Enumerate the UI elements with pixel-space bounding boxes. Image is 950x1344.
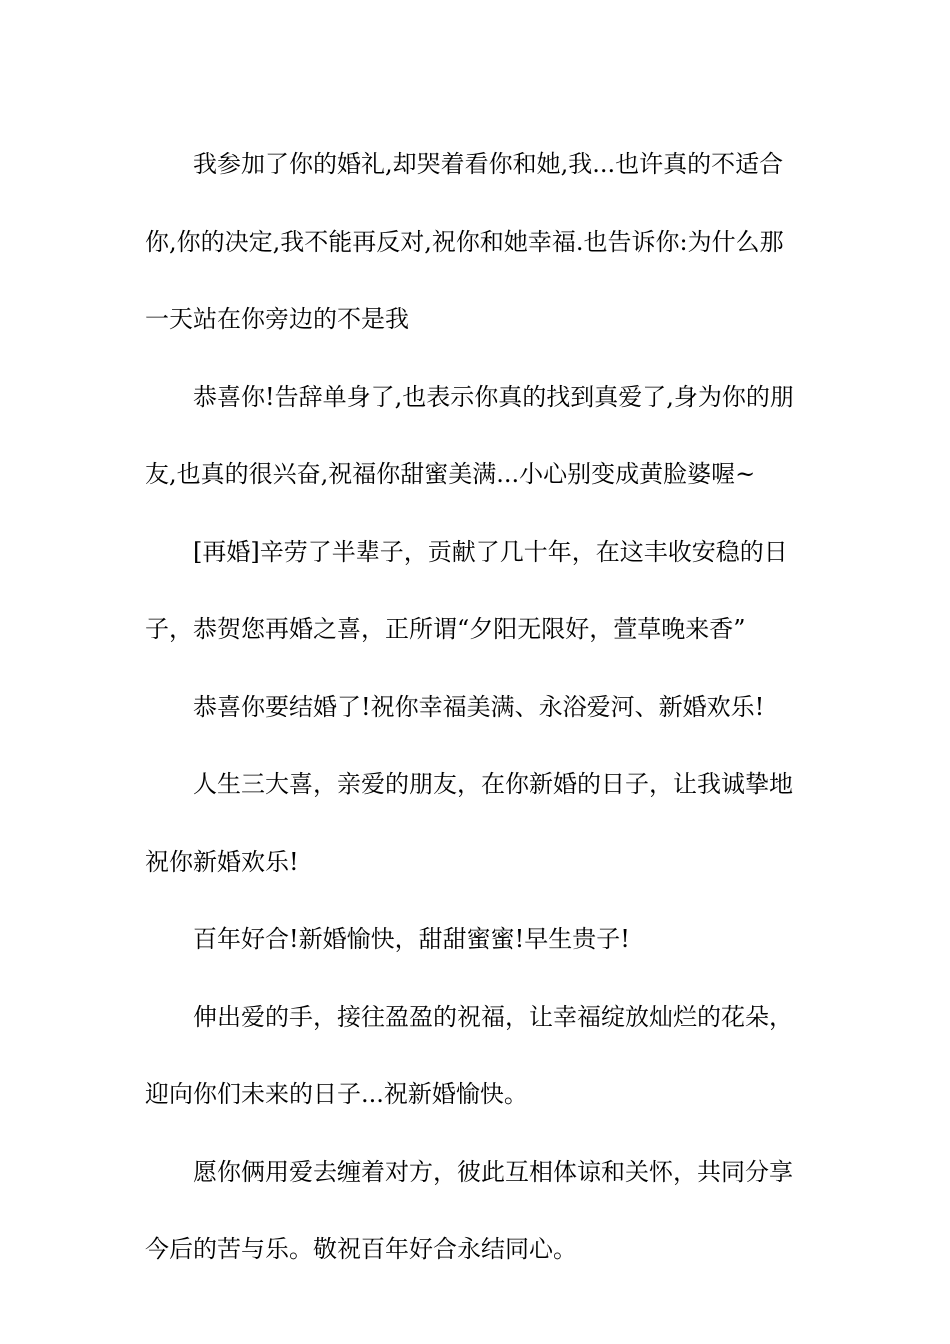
paragraph: [再婚]辛劳了半辈子，贡献了几十年，在这丰收安稳的日子，恭贺您再婚之喜，正所谓“夕阳无限好，萱草晚来香” <box>145 537 788 643</box>
paragraph: 伸出爱的手，接往盈盈的祝福，让幸福绽放灿烂的花朵，迎向你们未来的日子...祝新婚愉快。 <box>145 1002 793 1108</box>
document-body <box>145 126 805 1289</box>
paragraph: 恭喜你!告辞单身了,也表示你真的找到真爱了,身为你的朋友,也真的很兴奋,祝福你甜蜜美满...小心别变成黄脸婆喔~ <box>145 382 794 488</box>
paragraph: 人生三大喜，亲爱的朋友，在你新婚的日子，让我诚挚地祝你新婚欢乐! <box>145 770 793 876</box>
paragraph: 百年好合!新婚愉快，甜甜蜜蜜!早生贵子! <box>193 925 630 953</box>
paragraph: 我参加了你的婚礼,却哭着看你和她,我...也许真的不适合你,你的决定,我不能再反对,祝你和她幸福.也告诉你:为什么那一天站在你旁边的不是我 <box>145 150 784 333</box>
paragraph: 愿你俩用爱去缠着对方，彼此互相体谅和关怀，共同分享今后的苦与乐。敬祝百年好合永结同心。 <box>145 1157 793 1263</box>
paragraph: 恭喜你要结婚了!祝你幸福美满、永浴爱河、新婚欢乐! <box>193 692 765 721</box>
